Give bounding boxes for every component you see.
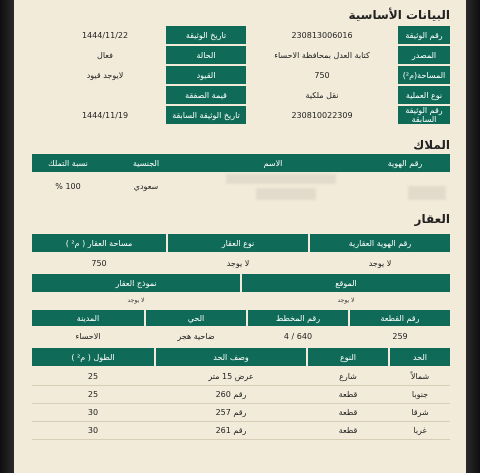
status-value: فعال	[97, 50, 113, 60]
bound-divider	[32, 439, 450, 440]
restrictions-value: لايوجد قيود	[86, 70, 124, 80]
right-shadow	[466, 0, 480, 473]
owner-id-redacted	[408, 186, 446, 200]
prop-model-label: نموذج العقار	[32, 274, 240, 292]
bound-desc: عرض 15 متر	[208, 371, 254, 381]
doc-date-value: 1444/11/22	[81, 30, 129, 40]
bound-side: شرقا	[411, 407, 429, 417]
left-shadow	[0, 0, 14, 473]
district-value: ضاحية هجر	[177, 331, 215, 341]
prev-doc-date-value: 1444/11/19	[81, 110, 129, 120]
bound-type-header: النوع	[308, 348, 388, 366]
plot-no-value: 259	[392, 331, 408, 341]
location-label: الموقع	[242, 274, 450, 292]
prop-type-value: لا يوجد	[226, 258, 250, 268]
owner-name-redacted-2	[256, 188, 316, 200]
prev-doc-no-label: رقم الوثيقة السابقة	[398, 106, 450, 124]
bound-length: 30	[87, 407, 99, 417]
bound-length: 25	[87, 389, 99, 399]
property-section-title: العقار	[414, 212, 450, 226]
doc-no-value: 230813006016	[291, 30, 353, 40]
bound-desc: رقم 257	[215, 407, 247, 417]
bound-type: قطعة	[338, 407, 358, 417]
plan-no-label: رقم المخطط	[248, 310, 348, 326]
owner-nationality: سعودي	[133, 181, 159, 191]
prop-type-label: نوع العقار	[168, 234, 308, 252]
bound-side: غربا	[413, 425, 427, 435]
owners-col-id: رقم الهوية	[360, 154, 450, 172]
district-label: الحي	[146, 310, 246, 326]
bound-length: 25	[87, 371, 99, 381]
owners-col-name: الاسم	[188, 154, 358, 172]
area-label: المساحة(م²)	[398, 66, 450, 84]
bound-side-header: الحد	[390, 348, 450, 366]
prev-doc-date-label: تاريخ الوثيقة السابقة	[166, 106, 246, 124]
bound-desc-header: وصف الحد	[156, 348, 306, 366]
prop-id-value: لا يوجد	[368, 258, 392, 268]
prop-area-value: 750	[91, 258, 107, 268]
deal-value-value	[46, 86, 164, 104]
bound-desc: رقم 260	[215, 389, 247, 399]
owners-col-share: نسبة التملك	[32, 154, 104, 172]
bound-type: قطعة	[338, 389, 358, 399]
deal-value-label: قيمة الصفقة	[166, 86, 246, 104]
bound-side: شمالاً	[410, 371, 430, 381]
bound-desc: رقم 261	[215, 425, 247, 435]
owners-section-title: الملاك	[413, 138, 450, 152]
bound-length: 30	[87, 425, 99, 435]
bound-type: قطعة	[338, 425, 358, 435]
owners-col-nationality: الجنسية	[106, 154, 186, 172]
area-value: 750	[314, 70, 330, 80]
prop-area-label: مساحة العقار ( م² )	[32, 234, 166, 252]
prop-model-value: لا يوجد	[127, 296, 145, 304]
bound-type: شارع	[339, 371, 357, 381]
owner-name-redacted-1	[226, 174, 336, 184]
status-label: الحالة	[166, 46, 246, 64]
bound-side: جنوبا	[411, 389, 429, 399]
plan-no-value: 640 / 4	[283, 331, 313, 341]
restrictions-label: القيود	[166, 66, 246, 84]
source-value: كتابة العدل بمحافظة الاحساء	[274, 50, 370, 60]
city-value: الاحساء	[75, 331, 101, 341]
basic-section-title: البيانات الأساسية	[348, 8, 450, 22]
plot-no-label: رقم القطعة	[350, 310, 450, 326]
bound-length-header: الطول ( م² )	[32, 348, 154, 366]
deed-document	[14, 0, 466, 473]
location-value: لا يوجد	[337, 296, 355, 304]
prop-id-label: رقم الهوية العقارية	[310, 234, 450, 252]
op-type-value: نقل ملكية	[305, 90, 339, 100]
prev-doc-no-value: 230810022309	[291, 110, 353, 120]
owner-share: 100 %	[55, 181, 81, 191]
source-label: المصدر	[398, 46, 450, 64]
doc-no-label: رقم الوثيقة	[398, 26, 450, 44]
doc-date-label: تاريخ الوثيقة	[166, 26, 246, 44]
city-label: المدينة	[32, 310, 144, 326]
op-type-label: نوع العملية	[398, 86, 450, 104]
